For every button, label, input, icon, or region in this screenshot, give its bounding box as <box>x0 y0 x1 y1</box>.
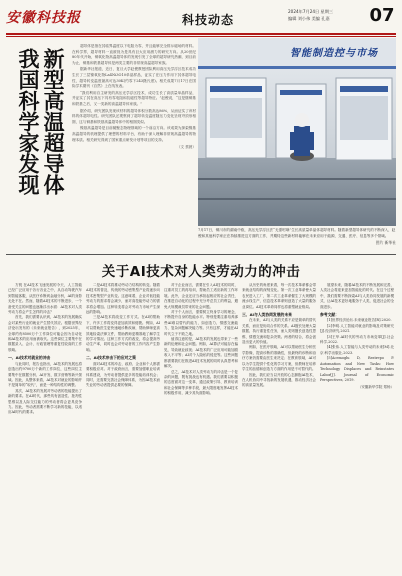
article-paragraph: 展望未来，随着AI技术的不断发展和完善，人类社会将迎来更加智能化的时代。在这个过程中，我们需要不断探索AI与人类协同发展的新模式，让AI技术更好地服务于人类，促进社会的全面进步。 <box>320 283 394 309</box>
photo-overlay-text: 智能制造控与市场 <box>290 48 378 59</box>
article-column-3 <box>164 283 238 571</box>
article-paragraph: [4]张伟.人工智能与人类劳动的未来[M].北京:科学出版社,2023. <box>320 345 394 355</box>
article-paragraph: 其次，AI技术的发展对劳动者的技能提出了新的要求。在AI时代，那些具有创造性、批判性思维以及人际交往能力的劳动者将会更具竞争力。因此，劳动者需要不断学习新的技能，以适应AI时代的要求。 <box>8 388 82 415</box>
photo-caption: 7月17日，铜川市的湖南中欧，高压光学浮区法“无需坩埚”生长高质量单晶体超导材料。随着新型超导体研究的不断深入，赵俊和其他科学家正在持续推进这方面的工作，并期待这些新材料能够在未来应用于能源、交通、医疗、信息等多个领域。 <box>198 228 396 238</box>
article-subheading: 参考文献： <box>320 312 339 318</box>
lead-paragraph: 据新华社报道，近日，复旦大学赵俊教授团队利用高压光学浮区技术成功生长了三层镍氧化物La4Ni3O10单晶样品，证实了在压力作用下其体超导电性，超导转变温度最高可达30K(约零下243摄氏度)。相关成果7月17日在国际学术期刊《自然》上在线发表。 <box>72 67 196 89</box>
lead-paragraph: 镍基高温超导是目前凝聚态物理领域的一个前沿方向。该成果为探索镍基高温超导的机理提供了理想的材料平台，有助于深入理解非常规高温超导的物理本质。相关研究得到了国家重点研发计划等项目的支持。 <box>72 126 196 142</box>
article-column-2 <box>86 283 160 571</box>
masthead-rule <box>6 33 396 35</box>
article-column-1 <box>8 283 82 571</box>
section-title: 科技动态 <box>182 13 235 27</box>
article-paragraph: 面对AI技术的冲击，政府、企业和个人都需要积极应对。对于政府而言，需要加强职业培训体系建设，为劳动者提供更多的技能培训机会；同时，还需要完善社会保障体系，为因AI技术而失业的劳动者提供必要的保障。 <box>86 361 160 388</box>
article-paragraph: 在未来，AI与人类的关系不应是简单的替代关系，而应是协同合作的关系。AI擅长处理大量数据、执行重复性任务，而人类则擅长创造性思维、情感交流和复杂决策。两者的结合，将会创造出更大的价值。 <box>242 318 316 345</box>
article-paragraph: [5]Acemoglu D, Restrepo P. Automation and New Tasks: How Technology Displaces and Reinstates Labor[J]. Journal of Economic Perspectives, 2019. <box>320 356 394 382</box>
article-subheading: 二、AI技术冲击下的应对之策 <box>86 355 136 361</box>
article-paragraph: [3]王华.AI时代的劳动力市场变革[J].社会科学,2022. <box>320 334 394 345</box>
main-article-headline: 关于AI技术对人类劳动力的冲击 <box>101 264 301 280</box>
article-column-5 <box>320 283 394 571</box>
article-paragraph: 例如，在医疗领域，AI可以帮助医生分析医学影像，提高诊断的准确性，但最终的诊断和治疗方案仍需要由医生来决定；在教育领域，AI可以为学生提供个性化的学习方案，但教师在培养学生的品德和创造力方面的作用是不可替代的。 <box>242 345 316 372</box>
issue-meta <box>288 8 333 22</box>
article-paragraph: 三是AI技术将改变工作方式。在AI的帮助下，许多工作将变得更加高效和便捷。例如，AI可以帮助医生更快速地诊断疾病，帮助律师更高效地检索法律文件，帮助教师更精准地了解学生的学习情况。这种工作方式的改变，将会提高劳动生产率，同时也会对劳动者的工作内容产生影响。 <box>86 315 160 352</box>
top-story-author: （文 蔡晨） <box>176 145 196 150</box>
article-paragraph: 二是AI技术将推动劳动力结构的转变。随着AI技术的普及，传统的劳动密集型产业将逐步向技术密集型产业转变。这意味着，企业对低技能劳动力的需求将会减少，而对高技能劳动力的需求将会增加。这种转变将会对劳动力市场产生深远的影响。 <box>86 283 160 315</box>
article-paragraph: [2]李明.人工智能对就业的影响及对策研究[J].经济研究,2021. <box>320 323 394 334</box>
article-paragraph: 对于企业而言，需要在引入AI技术的同时，注重对员工的再培训，帮助员工适应新的工作环境。此外，企业还应当承担起相应的社会责任，在推进自动化的过程中充分考虑员工的利益，避免大规模裁员带来的社会问题。 <box>164 283 238 309</box>
editor-line: 编辑 刘小伟 美编 孔嘉 <box>288 16 330 21</box>
article-source: （安徽新华学院 郑杨） <box>357 385 394 390</box>
article-paragraph: 与此同时，报告也指出，AI技术的发展也将创造出约9700万个新的工作岗位，这些岗位主要集中在数据分析、AI开发、数字营销等新兴领域。因此，从整体来看，AI技术对就业的影响并不是简单的“取代”，而是一种结构性的调整。 <box>8 361 82 388</box>
factory-photo-illustration <box>198 38 396 226</box>
article-paragraph: 对于个人而言，需要树立终身学习的理念，不断提升自身的技能水平。特别是要注重培养那些AI难以替代的能力，如创造力、情感交流能力、复杂问题解决能力等。只有这样，才能在AI时代立于不败之地。 <box>164 310 238 336</box>
article-subheading: 一、AI技术对就业的冲击 <box>8 355 51 361</box>
article-paragraph: 从历史的角度来看，每一次技术革命都会带来就业结构的深刻变化。第一次工业革命使大量农民进入工厂，第二次工业革命催生了大规模的流水线生产，信息技术革命则创造了大量的服务业岗位。AI技术革命同样也将重塑就业格局。 <box>242 283 316 309</box>
news-photo <box>198 38 396 226</box>
top-story-headline <box>12 48 64 238</box>
article-paragraph: 首先，我们需要认识到，AI技术的发展确实会对某些行业的就业产生替代效应。根据世界经济论坛发布的《未来就业报告》，到2025年，全球约有8500万个工作岗位可能会因为自动化和AI技术的应用而被取代。这些岗位主要集中在数据录入、会计、行政管理等重复性较高的工作领域。 <box>8 315 82 352</box>
main-article-body <box>8 283 394 573</box>
page-number: 07 <box>369 5 395 26</box>
headline-line-1: 新型高温超导体 <box>41 48 65 195</box>
masthead-rule-thin <box>6 36 396 37</box>
article-paragraph: 值得注意的是，AI技术的发展也带来了一些新的伦理和社会问题。例如，AI算法可能存在偏见，导致就业歧视；AI技术的广泛应用可能加剧收入不平等；AI对个人隐私的侵犯等。这些问题都需要我们在推进AI技术发展的同时认真思考和解决。 <box>164 337 238 369</box>
article-paragraph: [1]世界经济论坛.未来就业报告[R].2020. <box>327 318 392 323</box>
article-paragraph: 方锐 在AI技术飞速发展的今天，人工智能已经广泛应用于各行各业之中，从自动驾驶汽车到智能客服，从医疗诊断到金融分析，AI的身影无处不在。然而，随着AI技术的不断进步，一个备受关注的问题也逐渐浮出水面：AI技术对人类劳动力将会产生怎样的冲击？ <box>8 283 82 315</box>
newspaper-logo: 安徽科技报 <box>6 10 81 26</box>
photo-credit: 图片 新华社 <box>375 240 396 245</box>
issue-date: 2024年7月24日 星期三 <box>288 9 334 14</box>
section-divider <box>6 254 396 255</box>
top-story-body <box>72 44 196 234</box>
headline-line-2: 我国科学家发现 <box>16 48 40 195</box>
lead-paragraph: 据介绍，研究团队发现该材料的超导体积分数高达86%，从而证实了该材料的体超导电性。研究团队还观察到了超导转变温度随压力变化呈现穹顶形相图，这与铜基和铁基高温超导体中的相图类似。 <box>72 108 196 124</box>
lead-paragraph: “我们利用自主研发的高压光学浮区技术，成功生长了高质量单晶样品，并证实了其在高压下具有零电阻和抗磁性等超导特征。”赵俊说，“这是继铜基和铁基之后，又一类新的高温超导体家族。” <box>72 90 196 106</box>
article-paragraph: 因此，我们应当以开放的心态拥抱AI技术，在人机协同中寻找新的发展机遇，推动经济社会的高质量发展。 <box>242 372 316 388</box>
lead-paragraph: 超导体是指在其临界温度以下电阻为零，并且能够完全排斥磁场的材料。在科学界，超导材料一直被视为是具有巨大应用潜力的研究方向。从20世纪80年代开始，铜氧化物高温超导体的发现引发了全球的超导研究热潮，到目前为止，铜基和铁基超导体是两类主要的非常规高温超导家族。 <box>72 44 196 65</box>
article-paragraph: 总之，AI技术对人类劳动力的冲击是一个复杂的问题，既有挑战也有机遇。我们需要以积极的态度面对这一变革，通过政策引导、教育培训和社会保障等多种手段，最大限度地发挥AI技术的积极作用，减少其负面影响。 <box>164 369 238 396</box>
article-subheading: 三、AI与人类协同发展的未来 <box>242 312 292 318</box>
article-column-4 <box>242 283 316 571</box>
masthead <box>6 4 396 34</box>
